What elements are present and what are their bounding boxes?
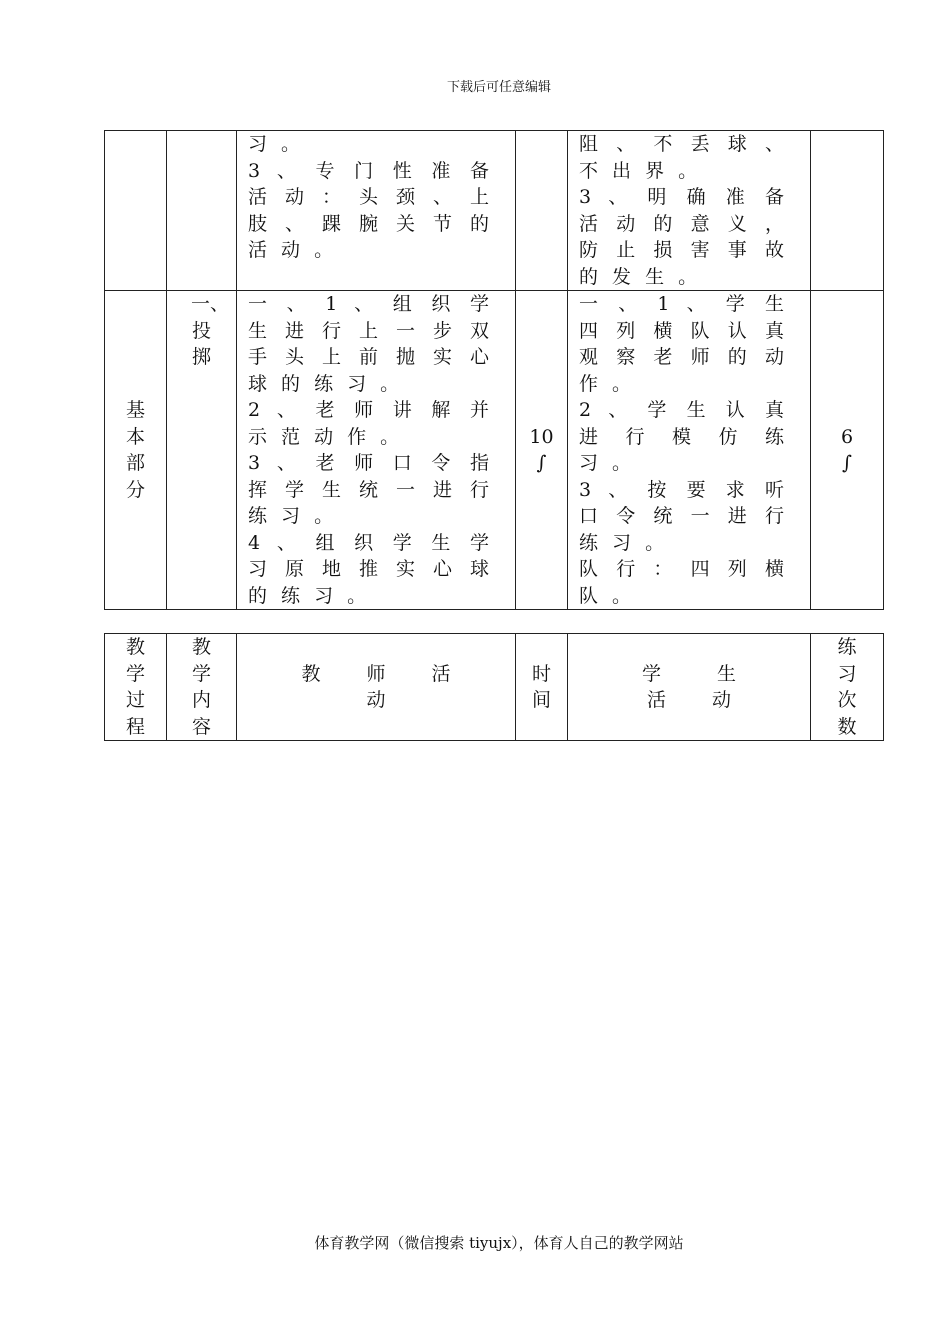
table-row xyxy=(105,634,884,741)
text-line: 生 进 行 上 一 步 双 xyxy=(248,319,493,342)
lesson-table-header xyxy=(104,633,884,741)
page-footer: 体育教学网（微信搜索 tiyujx），体育人自己的教学网站 xyxy=(314,1234,684,1252)
table-row xyxy=(105,291,884,610)
text-line: 不 出 界 。 xyxy=(579,159,702,182)
text-line: 四 列 横 队 认 真 xyxy=(579,319,788,342)
header-teaching-content xyxy=(167,634,237,741)
header-label: 动 xyxy=(366,689,386,711)
text-line: 肢 、 踝 腕 关 节 的 xyxy=(248,212,493,235)
teacher-activity-cell xyxy=(237,131,516,291)
text-line: 3 、 明 确 准 备 xyxy=(579,186,788,208)
header-label: 活 动 xyxy=(646,689,732,711)
text-line: 习 原 地 推 实 心 球 xyxy=(248,558,493,580)
teacher-activity-cell xyxy=(237,291,516,610)
time-mark: ∫ xyxy=(536,452,547,474)
text-line: 3 、 专 门 性 准 备 xyxy=(248,159,493,182)
text-line: 4 、 组 织 学 生 学 xyxy=(248,531,493,554)
count-cell xyxy=(811,291,884,610)
header-label: 时间 xyxy=(531,662,551,711)
text-line: 活 动 的 意 义 ， xyxy=(579,212,788,235)
text-line: 2 、 老 师 讲 解 并 xyxy=(248,399,493,421)
time-cell xyxy=(516,131,568,291)
header-student-activity xyxy=(568,634,811,741)
header-time xyxy=(516,634,568,741)
text-line: 一 、 1 、 组 织 学 xyxy=(248,293,493,315)
text-line: 一 、 1 、 学 生 xyxy=(579,293,788,315)
count-cell xyxy=(811,131,884,291)
text-line: 队 行 ： 四 列 横 xyxy=(579,558,788,580)
text-line: 手 头 上 前 抛 实 心 xyxy=(248,346,493,368)
text-line: 的 发 生 。 xyxy=(579,265,702,288)
header-label: 练习次数 xyxy=(837,636,857,738)
text-line: 队 。 xyxy=(579,584,636,607)
count-mark: ∫ xyxy=(842,452,852,474)
text-line: 练 习 。 xyxy=(248,505,338,527)
text-line: 活 动 。 xyxy=(248,239,338,261)
header-practice-count xyxy=(811,634,884,741)
section-label: 基本部分 xyxy=(125,399,145,501)
content-cell xyxy=(167,131,237,291)
text-line: 挥 学 生 统 一 进 行 xyxy=(248,478,493,501)
header-label: 教学内容 xyxy=(191,636,211,738)
text-line: 的 练 习 。 xyxy=(248,584,371,607)
count-value: 6 xyxy=(840,425,854,448)
page-header: 下载后可任意编辑 xyxy=(446,80,551,95)
section-cell xyxy=(105,131,167,291)
header-teaching-process xyxy=(105,634,167,741)
time-value: 10 xyxy=(529,425,554,448)
content-label: 一、投掷 xyxy=(191,293,230,368)
text-line: 示 范 动 作 。 xyxy=(248,425,404,448)
student-activity-cell xyxy=(568,291,811,610)
student-activity-cell xyxy=(568,131,811,291)
text-line: 作 。 xyxy=(579,372,636,395)
text-line: 防 止 损 害 事 故 xyxy=(579,239,788,261)
header-label: 教 师 活 xyxy=(301,662,451,685)
header-label: 教学过程 xyxy=(125,636,145,738)
text-line: 习 。 xyxy=(248,133,305,155)
header-label: 学 生 xyxy=(641,662,737,685)
content-cell xyxy=(167,291,237,610)
time-cell xyxy=(516,291,568,610)
text-line: 练 习 。 xyxy=(579,531,669,554)
text-line: 阻 、 不 丢 球 、 xyxy=(579,133,788,155)
text-line: 进 行 模 仿 练 xyxy=(579,425,788,448)
section-cell xyxy=(105,291,167,610)
text-line: 3 、 按 要 求 听 xyxy=(579,478,788,501)
text-line: 观 察 老 师 的 动 xyxy=(579,346,788,368)
text-line: 2 、 学 生 认 真 xyxy=(579,399,788,421)
text-line: 习 。 xyxy=(579,452,636,474)
lesson-table-continued xyxy=(104,130,884,610)
table-row xyxy=(105,131,884,291)
header-teacher-activity xyxy=(237,634,516,741)
text-line: 活 动 ： 头 颈 、 上 xyxy=(248,186,493,208)
text-line: 口 令 统 一 进 行 xyxy=(579,505,788,527)
text-line: 3 、 老 师 口 令 指 xyxy=(248,452,493,474)
text-line: 球 的 练 习 。 xyxy=(248,372,404,395)
